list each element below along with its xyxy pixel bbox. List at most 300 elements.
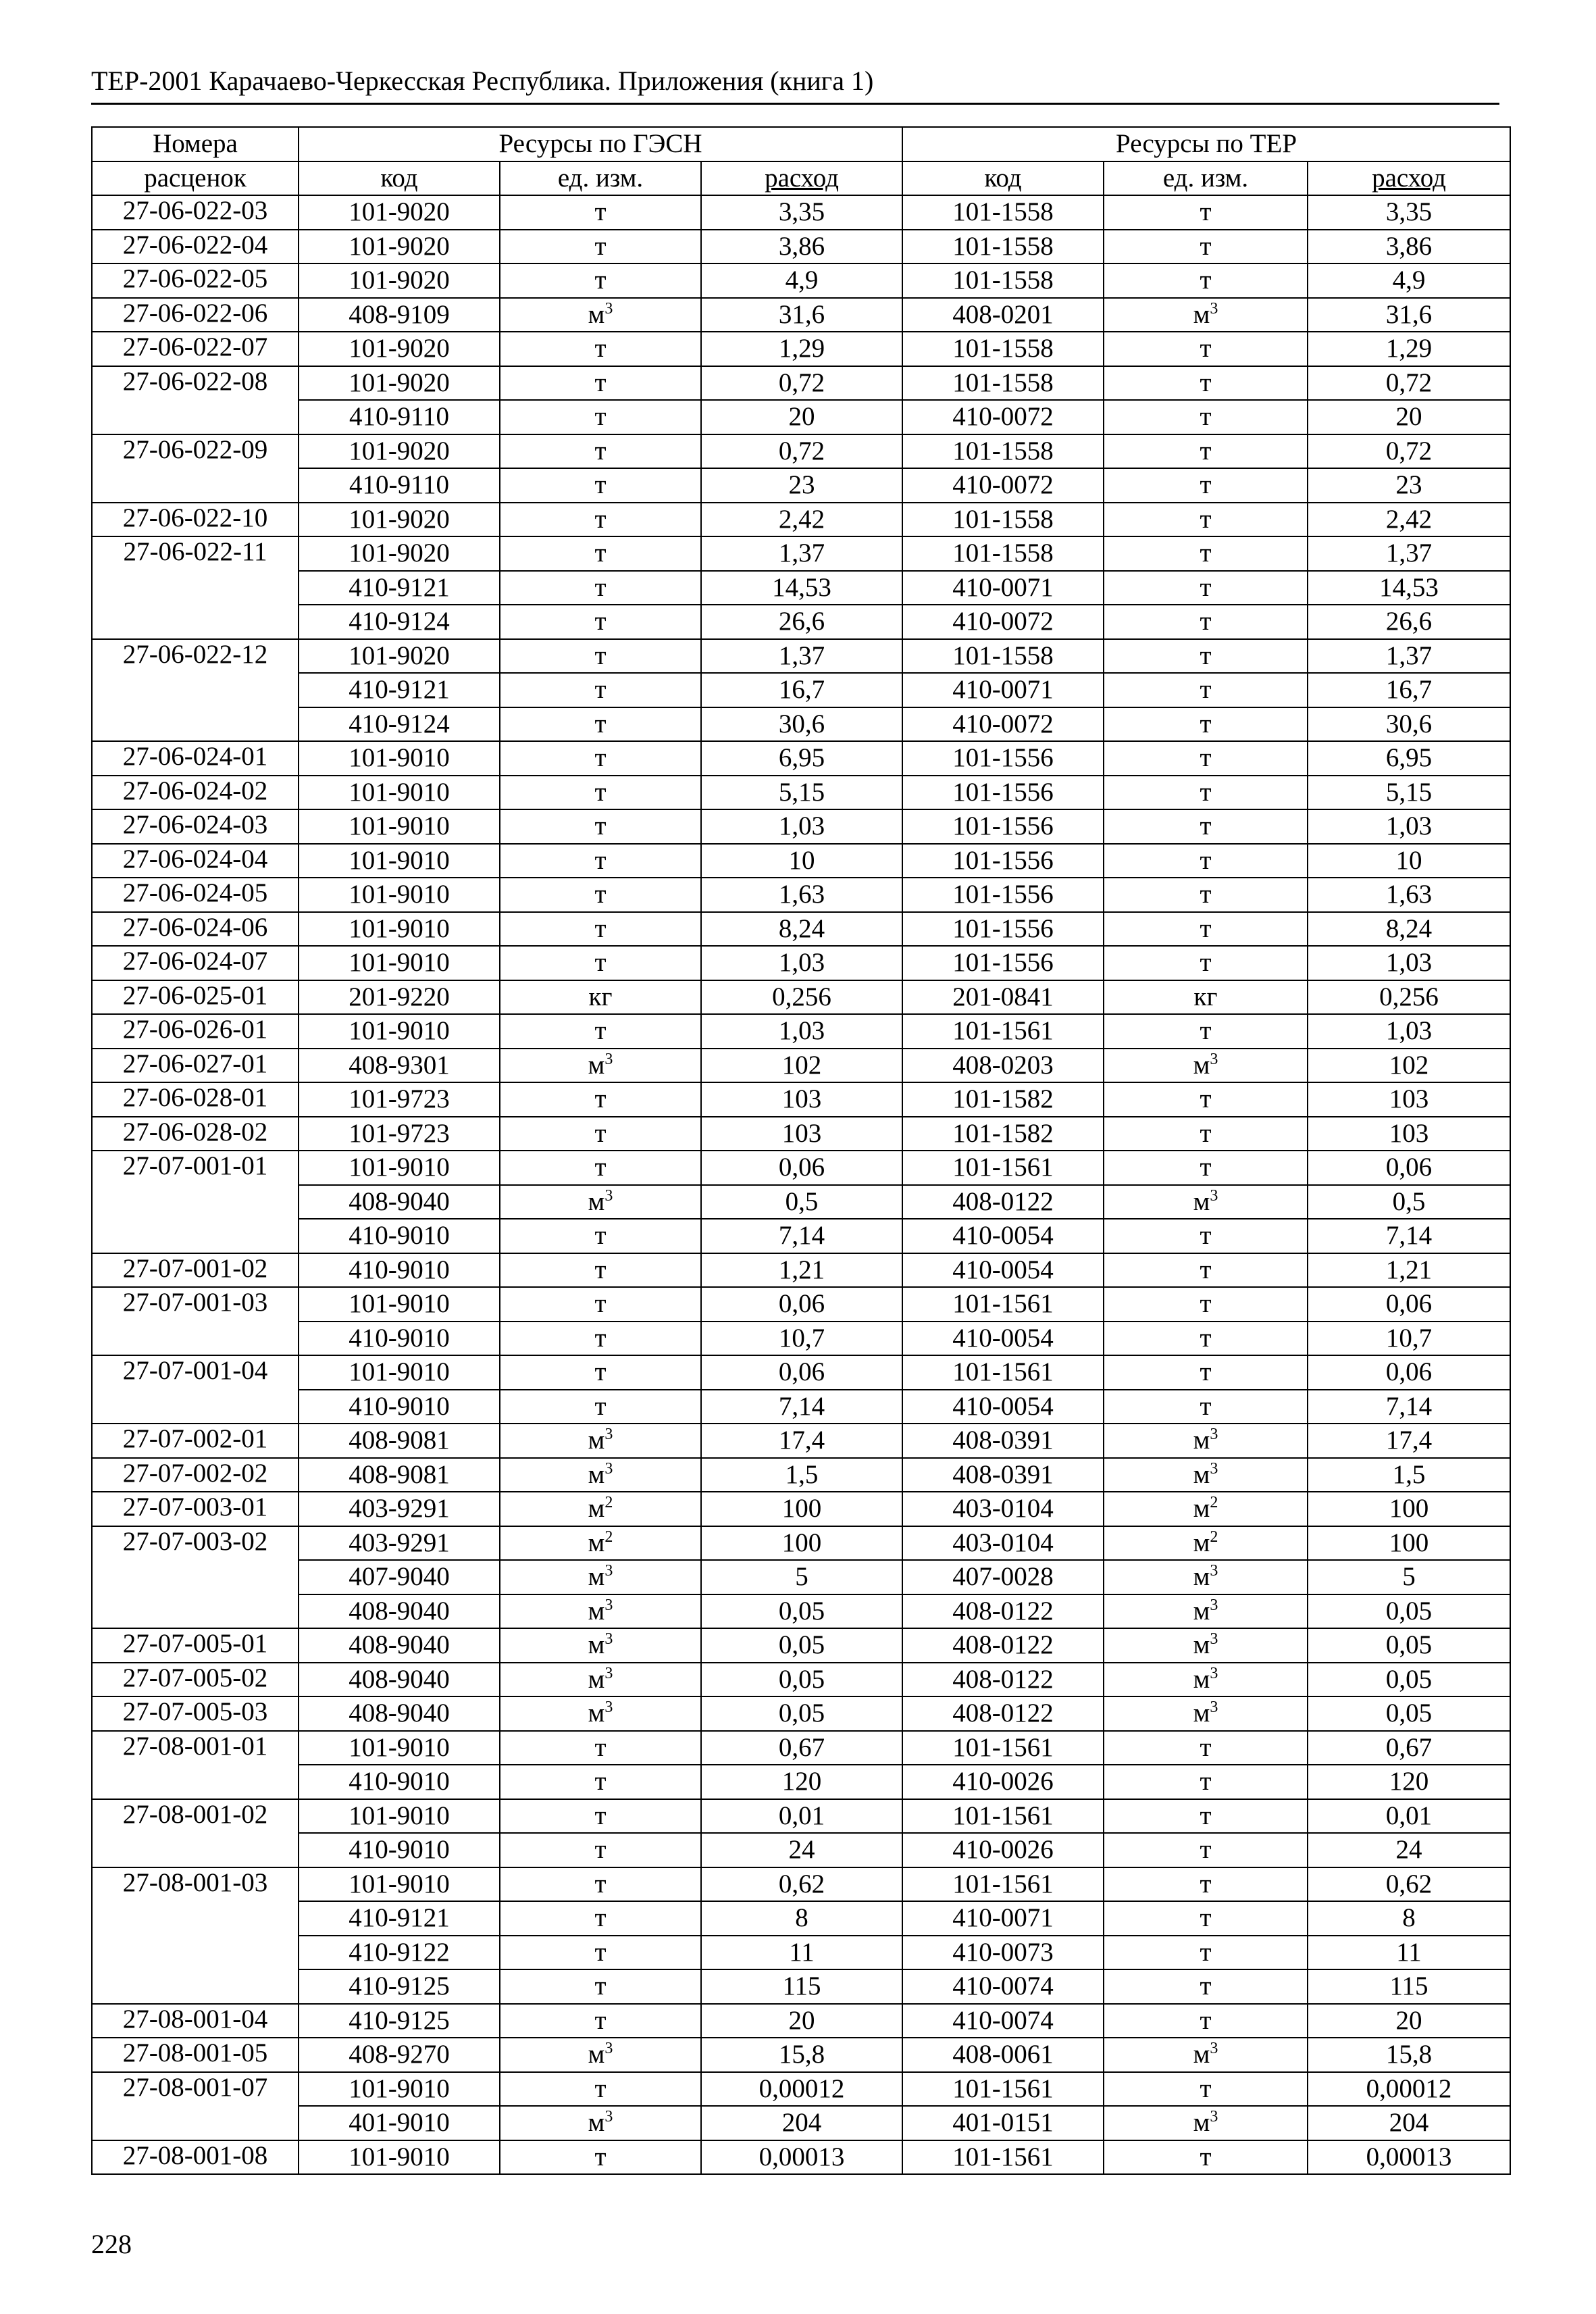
rate-number-cell: 27-07-002-01 — [92, 1424, 299, 1458]
gesn-code-cell: 410-9010 — [299, 1219, 500, 1253]
rate-number-cell: 27-06-022-06 — [92, 298, 299, 332]
gesn-code-cell: 101-9020 — [299, 434, 500, 469]
ter-unit-cell: т — [1104, 1219, 1308, 1253]
ter-resources-header: Ресурсы по ТЕР — [902, 127, 1510, 161]
rate-number-cell: 27-06-026-01 — [92, 1014, 299, 1049]
table-row — [92, 571, 1510, 605]
gesn-unit-cell: $м^3$ — [500, 1696, 701, 1731]
ter-consumption-cell: 103 — [1308, 1082, 1510, 1117]
ter-consumption-cell: 20 — [1308, 400, 1510, 434]
gesn-consumption-cell: 16,7 — [701, 673, 902, 707]
ter-consumption-cell: 1,37 — [1308, 639, 1510, 674]
ter-code-cell: 101-1561 — [902, 1799, 1104, 1834]
ter-code-cell: 410-0072 — [902, 400, 1104, 434]
gesn-consumption-cell: 1,37 — [701, 639, 902, 674]
gesn-unit-cell: $м^3$ — [500, 298, 701, 332]
gesn-code-cell: 410-9010 — [299, 1390, 500, 1424]
gesn-code-cell: 408-9109 — [299, 298, 500, 332]
ter-code-cell: 410-0071 — [902, 571, 1104, 605]
header-title: ТЕР-2001 Карачаево-Черкесская Республика. Приложения (книга 1) — [91, 66, 874, 96]
gesn-unit-cell: т — [500, 707, 701, 742]
gesn-consumption-cell: 1,63 — [701, 878, 902, 912]
header-row-top — [92, 127, 1510, 161]
ter-unit-cell: $м^3$ — [1104, 1628, 1308, 1663]
ter-code-cell: 101-1561 — [902, 1151, 1104, 1185]
gesn-code-cell: 410-9121 — [299, 673, 500, 707]
table-row — [92, 1492, 1510, 1526]
ter-code-cell: 101-1558 — [902, 230, 1104, 264]
gesn-consumption-cell: 30,6 — [701, 707, 902, 742]
ter-consumption-cell: 16,7 — [1308, 673, 1510, 707]
gesn-consumption-cell: 24 — [701, 1833, 902, 1867]
ter-code-cell: 101-1561 — [902, 1014, 1104, 1049]
gesn-consumption-cell: 20 — [701, 400, 902, 434]
ter-unit-cell: т — [1104, 571, 1308, 605]
ter-unit-cell: т — [1104, 1287, 1308, 1322]
gesn-code-cell: 101-9010 — [299, 1355, 500, 1390]
gesn-consumption-cell: 0,05 — [701, 1628, 902, 1663]
table-row — [92, 1799, 1510, 1834]
table-row — [92, 1936, 1510, 1970]
ter-consumption-cell: 120 — [1308, 1765, 1510, 1799]
gesn-code-cell: 408-9270 — [299, 2038, 500, 2072]
table-body — [92, 195, 1510, 2174]
table-row — [92, 1117, 1510, 1151]
ter-code-cell: 201-0841 — [902, 980, 1104, 1015]
table-row — [92, 1969, 1510, 2004]
gesn-consumption-cell: 0,00012 — [701, 2072, 902, 2107]
gesn-consumption-cell: 5,15 — [701, 776, 902, 810]
ter-consumption-cell: 115 — [1308, 1969, 1510, 2004]
rate-number-header-line2: расценок — [92, 161, 299, 196]
ter-consumption-cell: 3,35 — [1308, 195, 1510, 230]
table-row — [92, 1287, 1510, 1322]
ter-unit-cell: т — [1104, 1765, 1308, 1799]
rate-number-cell: 27-06-022-10 — [92, 503, 299, 537]
ter-consumption-cell: 103 — [1308, 1117, 1510, 1151]
table-row — [92, 195, 1510, 230]
table-row — [92, 298, 1510, 332]
rate-number-cell: 27-08-001-01 — [92, 1731, 299, 1799]
ter-consumption-cell: 8 — [1308, 1901, 1510, 1936]
table-row — [92, 366, 1510, 401]
rate-number-cell: 27-06-022-12 — [92, 639, 299, 742]
rate-number-cell: 27-06-028-02 — [92, 1117, 299, 1151]
table-row — [92, 468, 1510, 503]
ter-code-cell: 101-1558 — [902, 366, 1104, 401]
table-row — [92, 605, 1510, 639]
ter-consumption-cell: 0,01 — [1308, 1799, 1510, 1834]
ter-code-cell: 410-0054 — [902, 1219, 1104, 1253]
gesn-unit-cell: т — [500, 1219, 701, 1253]
gesn-unit-cell: т — [500, 673, 701, 707]
gesn-consumption-header: расход — [701, 161, 902, 196]
ter-unit-cell: т — [1104, 1867, 1308, 1902]
gesn-code-cell: 101-9723 — [299, 1117, 500, 1151]
rate-number-cell: 27-06-022-03 — [92, 195, 299, 230]
ter-code-cell: 101-1561 — [902, 1287, 1104, 1322]
ter-consumption-cell: 0,00012 — [1308, 2072, 1510, 2107]
ter-code-cell: 410-0072 — [902, 605, 1104, 639]
ter-unit-cell: $м^3$ — [1104, 298, 1308, 332]
ter-consumption-cell: 5 — [1308, 1560, 1510, 1594]
ter-consumption-cell: 1,5 — [1308, 1458, 1510, 1492]
ter-consumption-cell: 2,42 — [1308, 503, 1510, 537]
gesn-code-cell: 401-9010 — [299, 2106, 500, 2140]
gesn-unit-cell: т — [500, 2140, 701, 2175]
gesn-consumption-cell: 100 — [701, 1492, 902, 1526]
gesn-consumption-cell: 2,42 — [701, 503, 902, 537]
ter-unit-cell: т — [1104, 1390, 1308, 1424]
ter-unit-cell: т — [1104, 1082, 1308, 1117]
gesn-consumption-cell: 31,6 — [701, 298, 902, 332]
ter-unit-cell: т — [1104, 605, 1308, 639]
ter-consumption-cell: 0,67 — [1308, 1731, 1510, 1765]
gesn-code-cell: 101-9010 — [299, 912, 500, 947]
ter-consumption-cell: 0,72 — [1308, 366, 1510, 401]
ter-unit-cell: т — [1104, 263, 1308, 298]
table-row — [92, 1833, 1510, 1867]
gesn-unit-cell: т — [500, 1355, 701, 1390]
ter-unit-cell: т — [1104, 1151, 1308, 1185]
gesn-consumption-cell: 6,95 — [701, 741, 902, 776]
rate-number-cell: 27-08-001-02 — [92, 1799, 299, 1867]
ter-unit-cell: т — [1104, 878, 1308, 912]
gesn-unit-cell: т — [500, 639, 701, 674]
gesn-consumption-cell: 0,72 — [701, 366, 902, 401]
ter-code-cell: 101-1558 — [902, 263, 1104, 298]
rate-number-cell: 27-06-024-02 — [92, 776, 299, 810]
table-row — [92, 1355, 1510, 1390]
table-row — [92, 1663, 1510, 1697]
gesn-unit-cell: т — [500, 1322, 701, 1356]
gesn-code-header: код — [299, 161, 500, 196]
gesn-unit-cell: т — [500, 366, 701, 401]
gesn-unit-cell: т — [500, 1901, 701, 1936]
gesn-consumption-cell: 0,62 — [701, 1867, 902, 1902]
ter-consumption-cell: 10 — [1308, 844, 1510, 878]
gesn-consumption-cell: 0,05 — [701, 1594, 902, 1629]
ter-code-cell: 410-0054 — [902, 1253, 1104, 1288]
gesn-consumption-cell: 100 — [701, 1526, 902, 1561]
ter-unit-cell: т — [1104, 1253, 1308, 1288]
ter-consumption-cell: 23 — [1308, 468, 1510, 503]
ter-unit-cell: т — [1104, 1833, 1308, 1867]
rate-number-cell: 27-07-005-03 — [92, 1696, 299, 1731]
gesn-unit-cell: $м^3$ — [500, 1594, 701, 1629]
gesn-unit-cell: $м^3$ — [500, 1560, 701, 1594]
gesn-unit-cell: т — [500, 741, 701, 776]
rate-number-cell: 27-08-001-05 — [92, 2038, 299, 2072]
ter-unit-cell: т — [1104, 2004, 1308, 2038]
gesn-consumption-cell: 0,256 — [701, 980, 902, 1015]
table-row — [92, 536, 1510, 571]
gesn-code-cell: 410-9122 — [299, 1936, 500, 1970]
ter-unit-cell: $м^3$ — [1104, 1458, 1308, 1492]
ter-code-cell: 401-0151 — [902, 2106, 1104, 2140]
resources-table — [91, 126, 1511, 2175]
ter-unit-cell: т — [1104, 1901, 1308, 1936]
gesn-code-cell: 410-9124 — [299, 707, 500, 742]
gesn-code-cell: 407-9040 — [299, 1560, 500, 1594]
gesn-unit-cell: т — [500, 1833, 701, 1867]
page-header — [91, 61, 1499, 105]
ter-code-cell: 101-1556 — [902, 741, 1104, 776]
ter-unit-cell: т — [1104, 536, 1308, 571]
rate-number-cell: 27-07-003-01 — [92, 1492, 299, 1526]
rate-number-cell: 27-07-003-02 — [92, 1526, 299, 1629]
ter-code-cell: 410-0071 — [902, 1901, 1104, 1936]
ter-code-cell: 408-0391 — [902, 1424, 1104, 1458]
ter-consumption-cell: 0,72 — [1308, 434, 1510, 469]
gesn-unit-cell: т — [500, 1799, 701, 1834]
table-row — [92, 1185, 1510, 1219]
table-row — [92, 980, 1510, 1015]
gesn-unit-cell: т — [500, 946, 701, 980]
ter-unit-cell: т — [1104, 673, 1308, 707]
ter-unit-cell: $м^2$ — [1104, 1526, 1308, 1561]
table-row — [92, 2004, 1510, 2038]
gesn-consumption-cell: 102 — [701, 1049, 902, 1083]
gesn-code-cell: 101-9010 — [299, 844, 500, 878]
table-row — [92, 1594, 1510, 1629]
ter-unit-cell: т — [1104, 366, 1308, 401]
gesn-consumption-cell: 15,8 — [701, 2038, 902, 2072]
table-row — [92, 503, 1510, 537]
gesn-consumption-cell: 204 — [701, 2106, 902, 2140]
ter-code-cell: 408-0122 — [902, 1696, 1104, 1731]
ter-consumption-header: расход — [1308, 161, 1510, 196]
gesn-code-cell: 403-9291 — [299, 1492, 500, 1526]
gesn-consumption-cell: 0,5 — [701, 1185, 902, 1219]
gesn-consumption-cell: 10 — [701, 844, 902, 878]
ter-code-cell: 403-0104 — [902, 1526, 1104, 1561]
ter-code-cell: 101-1558 — [902, 332, 1104, 366]
gesn-consumption-cell: 0,06 — [701, 1355, 902, 1390]
ter-code-cell: 101-1556 — [902, 912, 1104, 947]
ter-unit-cell: т — [1104, 946, 1308, 980]
ter-code-cell: 101-1558 — [902, 434, 1104, 469]
ter-code-cell: 410-0074 — [902, 1969, 1104, 2004]
ter-unit-cell: $м^3$ — [1104, 2038, 1308, 2072]
gesn-consumption-cell: 1,5 — [701, 1458, 902, 1492]
ter-code-cell: 101-1556 — [902, 844, 1104, 878]
gesn-resources-header: Ресурсы по ГЭСН — [299, 127, 902, 161]
gesn-code-cell: 408-9301 — [299, 1049, 500, 1083]
gesn-code-cell: 101-9020 — [299, 536, 500, 571]
ter-code-cell: 410-0073 — [902, 1936, 1104, 1970]
table-row — [92, 1867, 1510, 1902]
ter-consumption-cell: 31,6 — [1308, 298, 1510, 332]
ter-unit-cell: $м^3$ — [1104, 1185, 1308, 1219]
gesn-unit-cell: т — [500, 332, 701, 366]
ter-unit-cell: т — [1104, 1969, 1308, 2004]
ter-consumption-cell: 7,14 — [1308, 1219, 1510, 1253]
gesn-consumption-cell: 3,86 — [701, 230, 902, 264]
rate-number-cell: 27-06-022-08 — [92, 366, 299, 434]
table-row — [92, 434, 1510, 469]
gesn-unit-header: ед. изм. — [500, 161, 701, 196]
gesn-consumption-cell: 0,01 — [701, 1799, 902, 1834]
gesn-consumption-cell: 1,03 — [701, 946, 902, 980]
ter-code-cell: 101-1582 — [902, 1082, 1104, 1117]
gesn-code-cell: 410-9110 — [299, 468, 500, 503]
table-row — [92, 1731, 1510, 1765]
ter-unit-cell: т — [1104, 195, 1308, 230]
gesn-unit-cell: $м^3$ — [500, 1049, 701, 1083]
table-row — [92, 878, 1510, 912]
rate-number-cell: 27-07-001-04 — [92, 1355, 299, 1424]
table-row — [92, 844, 1510, 878]
ter-unit-cell: т — [1104, 2140, 1308, 2175]
gesn-code-cell: 101-9020 — [299, 195, 500, 230]
gesn-code-cell: 410-9125 — [299, 1969, 500, 2004]
ter-code-cell: 410-0054 — [902, 1390, 1104, 1424]
ter-consumption-cell: 24 — [1308, 1833, 1510, 1867]
table-row — [92, 1765, 1510, 1799]
gesn-unit-cell: т — [500, 468, 701, 503]
table-row — [92, 1219, 1510, 1253]
ter-unit-cell: т — [1104, 844, 1308, 878]
ter-code-cell: 408-0201 — [902, 298, 1104, 332]
ter-unit-cell: т — [1104, 639, 1308, 674]
gesn-code-cell: 410-9110 — [299, 400, 500, 434]
table-row — [92, 263, 1510, 298]
gesn-unit-cell: т — [500, 195, 701, 230]
table-row — [92, 1253, 1510, 1288]
ter-code-cell: 101-1556 — [902, 946, 1104, 980]
rate-number-cell: 27-06-028-01 — [92, 1082, 299, 1117]
rate-number-cell: 27-06-022-05 — [92, 263, 299, 298]
ter-code-cell: 410-0054 — [902, 1322, 1104, 1356]
ter-code-cell: 408-0203 — [902, 1049, 1104, 1083]
gesn-unit-cell: т — [500, 571, 701, 605]
gesn-consumption-cell: 17,4 — [701, 1424, 902, 1458]
gesn-unit-cell: т — [500, 1731, 701, 1765]
ter-code-cell: 410-0072 — [902, 468, 1104, 503]
page-number: 228 — [91, 2229, 132, 2259]
table-row — [92, 2140, 1510, 2175]
gesn-code-cell: 101-9010 — [299, 1287, 500, 1322]
gesn-consumption-cell: 0,00013 — [701, 2140, 902, 2175]
gesn-consumption-cell: 1,21 — [701, 1253, 902, 1288]
gesn-unit-cell: $м^3$ — [500, 2106, 701, 2140]
gesn-code-cell: 101-9010 — [299, 1867, 500, 1902]
gesn-unit-cell: т — [500, 1014, 701, 1049]
table-row — [92, 912, 1510, 947]
rate-number-cell: 27-07-001-02 — [92, 1253, 299, 1288]
gesn-consumption-cell: 1,03 — [701, 809, 902, 844]
gesn-unit-cell: $м^3$ — [500, 1424, 701, 1458]
ter-consumption-cell: 0,62 — [1308, 1867, 1510, 1902]
table-row — [92, 1014, 1510, 1049]
table-row — [92, 1526, 1510, 1561]
gesn-code-cell: 101-9020 — [299, 332, 500, 366]
gesn-code-cell: 410-9121 — [299, 571, 500, 605]
ter-code-cell: 101-1561 — [902, 1355, 1104, 1390]
gesn-code-cell: 101-9010 — [299, 946, 500, 980]
gesn-consumption-cell: 8,24 — [701, 912, 902, 947]
ter-code-cell: 408-0391 — [902, 1458, 1104, 1492]
ter-unit-cell: т — [1104, 1731, 1308, 1765]
gesn-code-cell: 101-9010 — [299, 1731, 500, 1765]
table-row — [92, 809, 1510, 844]
ter-unit-cell: $м^3$ — [1104, 1696, 1308, 1731]
ter-consumption-cell: 10,7 — [1308, 1322, 1510, 1356]
gesn-unit-cell: т — [500, 263, 701, 298]
ter-consumption-cell: 1,21 — [1308, 1253, 1510, 1288]
gesn-code-cell: 408-9040 — [299, 1628, 500, 1663]
gesn-consumption-cell: 3,35 — [701, 195, 902, 230]
ter-consumption-cell: 0,06 — [1308, 1355, 1510, 1390]
ter-consumption-cell: 3,86 — [1308, 230, 1510, 264]
ter-code-cell: 410-0071 — [902, 673, 1104, 707]
ter-unit-cell: т — [1104, 400, 1308, 434]
ter-consumption-cell: 1,03 — [1308, 809, 1510, 844]
ter-consumption-cell: 0,05 — [1308, 1696, 1510, 1731]
ter-consumption-cell: 0,06 — [1308, 1287, 1510, 1322]
ter-consumption-cell: 7,14 — [1308, 1390, 1510, 1424]
ter-consumption-cell: 0,00013 — [1308, 2140, 1510, 2175]
ter-code-cell: 403-0104 — [902, 1492, 1104, 1526]
ter-consumption-cell: 30,6 — [1308, 707, 1510, 742]
gesn-code-cell: 408-9081 — [299, 1458, 500, 1492]
ter-consumption-cell: 0,05 — [1308, 1594, 1510, 1629]
ter-code-cell: 101-1558 — [902, 536, 1104, 571]
ter-unit-cell: т — [1104, 1014, 1308, 1049]
gesn-code-cell: 410-9124 — [299, 605, 500, 639]
header-row-bottom — [92, 161, 1510, 196]
gesn-consumption-cell: 120 — [701, 1765, 902, 1799]
gesn-unit-cell: т — [500, 1082, 701, 1117]
rate-number-cell: 27-06-022-11 — [92, 536, 299, 639]
ter-code-cell: 101-1561 — [902, 2072, 1104, 2107]
rate-number-header: Номера — [92, 127, 299, 161]
gesn-unit-cell: т — [500, 1390, 701, 1424]
gesn-code-cell: 101-9020 — [299, 639, 500, 674]
ter-unit-cell: т — [1104, 468, 1308, 503]
ter-consumption-cell: 1,29 — [1308, 332, 1510, 366]
rate-number-cell: 27-07-005-02 — [92, 1663, 299, 1697]
gesn-code-cell: 101-9010 — [299, 2140, 500, 2175]
ter-unit-cell: т — [1104, 1355, 1308, 1390]
gesn-consumption-cell: 5 — [701, 1560, 902, 1594]
gesn-consumption-cell: 10,7 — [701, 1322, 902, 1356]
ter-consumption-cell: 102 — [1308, 1049, 1510, 1083]
ter-unit-cell: т — [1104, 776, 1308, 810]
gesn-unit-cell: т — [500, 1936, 701, 1970]
ter-consumption-cell: 17,4 — [1308, 1424, 1510, 1458]
gesn-unit-cell: $м^2$ — [500, 1492, 701, 1526]
ter-unit-cell: т — [1104, 503, 1308, 537]
gesn-consumption-cell: 103 — [701, 1082, 902, 1117]
table-row — [92, 1322, 1510, 1356]
gesn-consumption-cell: 14,53 — [701, 571, 902, 605]
ter-code-cell: 408-0061 — [902, 2038, 1104, 2072]
gesn-consumption-cell: 26,6 — [701, 605, 902, 639]
gesn-unit-cell: т — [500, 400, 701, 434]
table-row — [92, 1082, 1510, 1117]
gesn-code-cell: 410-9010 — [299, 1833, 500, 1867]
gesn-code-cell: 101-9010 — [299, 2072, 500, 2107]
ter-unit-cell: т — [1104, 741, 1308, 776]
ter-unit-cell: т — [1104, 707, 1308, 742]
gesn-code-cell: 101-9723 — [299, 1082, 500, 1117]
ter-consumption-cell: 1,03 — [1308, 1014, 1510, 1049]
ter-consumption-cell: 20 — [1308, 2004, 1510, 2038]
gesn-unit-cell: т — [500, 1867, 701, 1902]
gesn-unit-cell: т — [500, 912, 701, 947]
